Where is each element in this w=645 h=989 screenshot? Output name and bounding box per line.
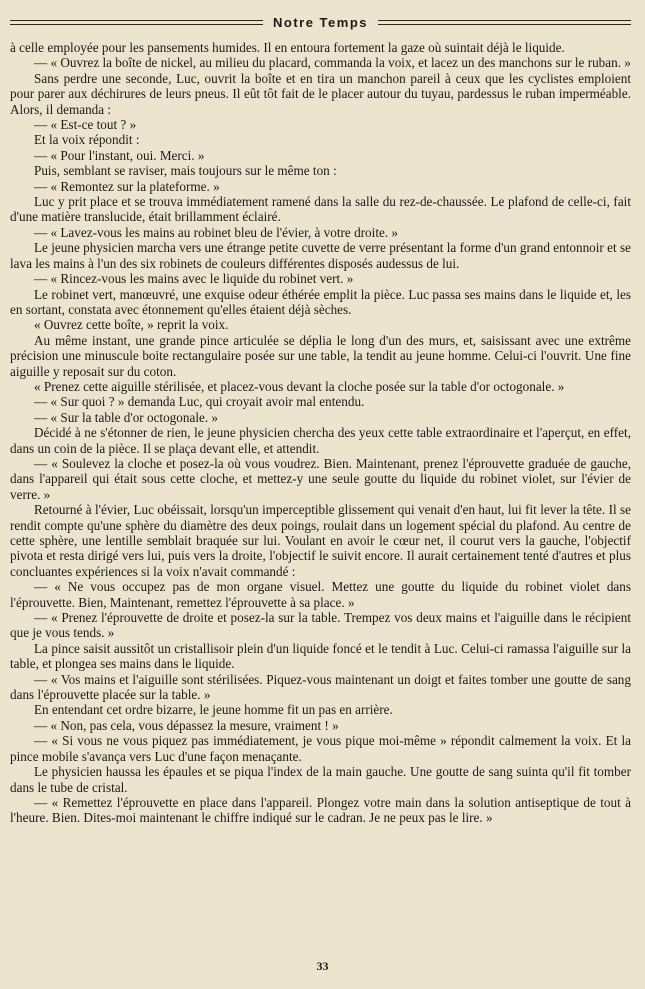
paragraph: Luc y prit place et se trouva immédiatement ramené dans la salle du rez-de-chaussée. Le plafond de celle-ci, fait d'une matière translucide, était brillamment éclairé. bbox=[10, 194, 631, 225]
paragraph: « Ouvrez cette boîte, » reprit la voix. bbox=[34, 317, 229, 333]
paragraph: — « Non, pas cela, vous dépassez la mesure, vraiment ! » bbox=[34, 717, 339, 733]
header-rule-right bbox=[378, 20, 631, 25]
paragraph: — « Remettez l'éprouvette en place dans l'appareil. Plongez votre main dans la solution antiseptique de tout à l'heure. Bien. Dites-moi maintenant le chiffre indiqué sur le cadran. Je ne peux pas le lire. » bbox=[10, 794, 631, 826]
paragraph: « Prenez cette aiguille stérilisée, et placez-vous devant la cloche posée sur la table d'or octogonale. » bbox=[34, 378, 565, 394]
paragraph: Puis, semblant se raviser, mais toujours sur le même ton : bbox=[34, 163, 337, 179]
paragraph: Au même instant, une grande pince articulée se déplia le long d'un des murs, et, saisissant avec une extrême précision une minuscule boite rectangulaire posée sur une table, la tendit au jeune homme. Celui-ci l'ouvrit. Une fine aiguille y reposait sur du coton. bbox=[10, 332, 631, 379]
running-title: Notre Temps bbox=[273, 14, 368, 30]
paragraph: Le robinet vert, manœuvré, une exquise odeur éthérée emplit la pièce. Luc passa ses mains dans le liquide et, les en sortant, constata avec étonnement qu'elles étaient déjà sèches. bbox=[10, 286, 631, 317]
paragraph: — « Est-ce tout ? » bbox=[34, 117, 137, 133]
paragraph: Décidé à ne s'étonner de rien, le jeune physicien chercha des yeux cette table extraordinaire et l'aperçut, en effet, dans un coin de la pièce. Il se plaça devant elle, et attendit. bbox=[10, 425, 631, 456]
paragraph: La pince saisit aussitôt un cristallisoir plein d'un liquide foncé et le tendit à Luc. Celui-ci ramassa l'aiguille sur la table, et plongea ses mains dans le liquide. bbox=[10, 640, 631, 672]
paragraph: — « Si vous ne vous piquez pas immédiatement, je vous pique moi-même » répondit calmement la voix. Et la pince mobile s'avança vers Luc d'une façon menaçante. bbox=[10, 733, 631, 764]
header-rule-left bbox=[10, 20, 263, 25]
paragraph: Sans perdre une seconde, Luc, ouvrit la boîte et en tira un manchon pareil à ceux que les cyclistes emploient pour parer aux déchirures de leurs pneus. Il eût tôt fait de le placer autour du tuyau, pardessus le ruban imperméable. Alors, il demanda : bbox=[10, 70, 631, 117]
paragraph: — « Lavez-vous les mains au robinet bleu de l'évier, à votre droite. » bbox=[34, 224, 399, 240]
paragraph: — « Pour l'instant, oui. Merci. » bbox=[34, 147, 205, 163]
article-body bbox=[10, 40, 631, 826]
paragraph: — « Sur la table d'or octogonale. » bbox=[34, 409, 219, 425]
paragraph: — « Ouvrez la boîte de nickel, au milieu du placard, commanda la voix, et lacez un des manchons sur le ruban. » bbox=[34, 55, 631, 71]
page-number: 33 bbox=[316, 959, 329, 973]
paragraph: — « Prenez l'éprouvette de droite et posez-la sur la table. Trempez vos deux mains et l'aiguille dans le récipient que je vous tends. » bbox=[10, 610, 631, 641]
paragraph: — « Ne vous occupez pas de mon organe visuel. Mettez une goutte du liquide du robinet violet dans l'éprouvette. Bien, Maintenant, remettez l'éprouvette à sa place. » bbox=[10, 579, 631, 610]
paragraph: Le physicien haussa les épaules et se piqua l'index de la main gauche. Une goutte de sang suinta qu'il fit tomber dans le tube de cristal. bbox=[10, 764, 631, 795]
paragraph: — « Vos mains et l'aiguille sont stérilisées. Piquez-vous maintenant un doigt et faites tomber une goutte de sang dans l'éprouvette placée sur la table. » bbox=[10, 671, 631, 703]
paragraph: Retourné à l'évier, Luc obéissait, lorsqu'un imperceptible glissement qui venait d'en haut, lui fit lever la tête. Il se rendit compte qu'une sphère du diamètre des deux poings, roulait dans un logement spécial du plafond. Au centre de cette sphère, une lentille semblait braquée sur lui. Voulant en avoir le cœur net, il courut vers la gauche, l'objectif pivota et resta dirigé vers lui, puis vers la droite, l'objectif le suivit encore. Il aurait certainement tenté d'autres et plus concluantes expériences si la voix n'avait commandé : bbox=[10, 502, 631, 579]
paragraph: En entendant cet ordre bizarre, le jeune homme fit un pas en arrière. bbox=[34, 702, 393, 718]
paragraph: — « Remontez sur la plateforme. » bbox=[34, 178, 220, 194]
paragraph: — « Sur quoi ? » demanda Luc, qui croyait avoir mal entendu. bbox=[34, 394, 365, 410]
paragraph: — « Rincez-vous les mains avec le liquide du robinet vert. » bbox=[34, 271, 354, 287]
paragraph: — « Soulevez la cloche et posez-la où vous voudrez. Bien. Maintenant, prenez l'éprouvette graduée de gauche, dans l'appareil qui était sous cette cloche, et mettez-y une seule goutte du liquide du robinet violet, sur l'évier de verre. » bbox=[10, 455, 631, 502]
paragraph: à celle employée pour les pansements humides. Il en entoura fortement la gaze où suintait déjà le liquide. bbox=[10, 40, 565, 55]
paragraph: Et la voix répondit : bbox=[34, 132, 140, 148]
running-header bbox=[10, 10, 631, 34]
paragraph: Le jeune physicien marcha vers une étrange petite cuvette de verre présentant la forme d'un grand entonnoir et se lava les mains à l'un des six robinets de couleurs différentes disposés audessus de lui. bbox=[10, 240, 631, 271]
